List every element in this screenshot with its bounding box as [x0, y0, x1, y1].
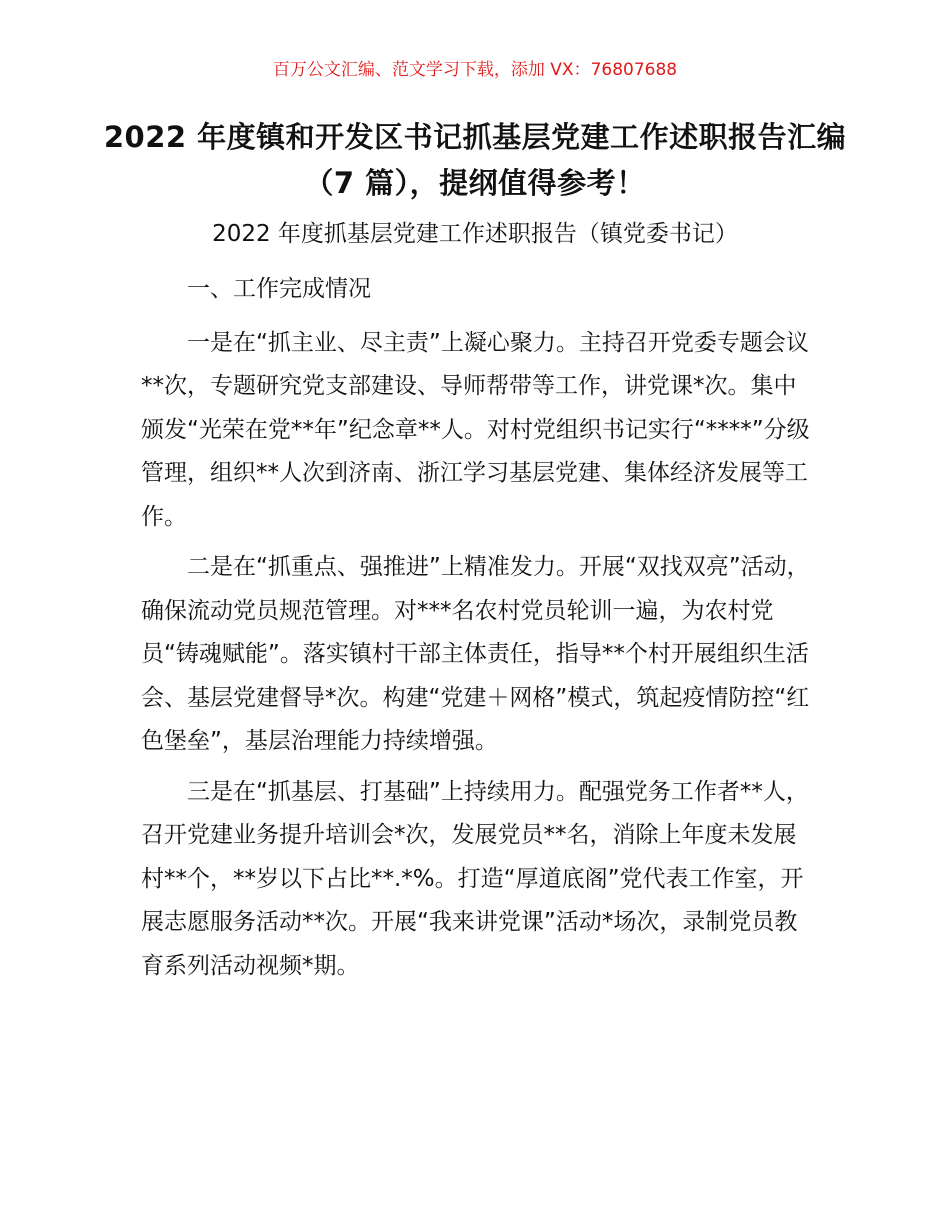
- document-subtitle: 2022 年度抓基层党建工作述职报告（镇党委书记）: [212, 221, 738, 247]
- watermark-text: 百万公文汇编、范文学习下载，添加 VX：76807688: [272, 60, 678, 80]
- section-heading: 一、工作完成情况: [187, 276, 371, 302]
- paragraph-2: 二是在“抓重点、强推进”上精准发力。开展“双找双亮”活动，确保流动党员规范管理。对***名农村党员轮训一遍，为农村党员“铸魂赋能”。落实镇村干部主体责任，指导**个村开展组织生活会、基层党建督导*次。构建“党建＋网格”模式，筑起疫情防控“红色堡垒”，基层治理能力持续增强。: [141, 554, 810, 754]
- document-title: 2022 年度镇和开发区书记抓基层党建工作述职报告汇编（7 篇），提纲值得参考！: [103, 120, 847, 200]
- paragraph-1: 一是在“抓主业、尽主责”上凝心聚力。主持召开党委专题会议**次，专题研究党支部建设、导师帮带等工作，讲党课*次。集中颁发“光荣在党**年”纪念章**人。对村党组织书记实行“****”分级管理，组织**人次到济南、浙江学习基层党建、集体经济发展等工作。: [141, 329, 810, 530]
- paragraph-3: 三是在“抓基层、打基础”上持续用力。配强党务工作者**人，召开党建业务提升培训会*次，发展党员**名，消除上年度未发展村**个，**岁以下占比**.*%。打造“厚道底阁”党代表工作室，开展志愿服务活动**次。开展“我来讲党课”活动*场次，录制党员教育系列活动视频*期。: [141, 778, 809, 979]
- document-body: [141, 268, 811, 995]
